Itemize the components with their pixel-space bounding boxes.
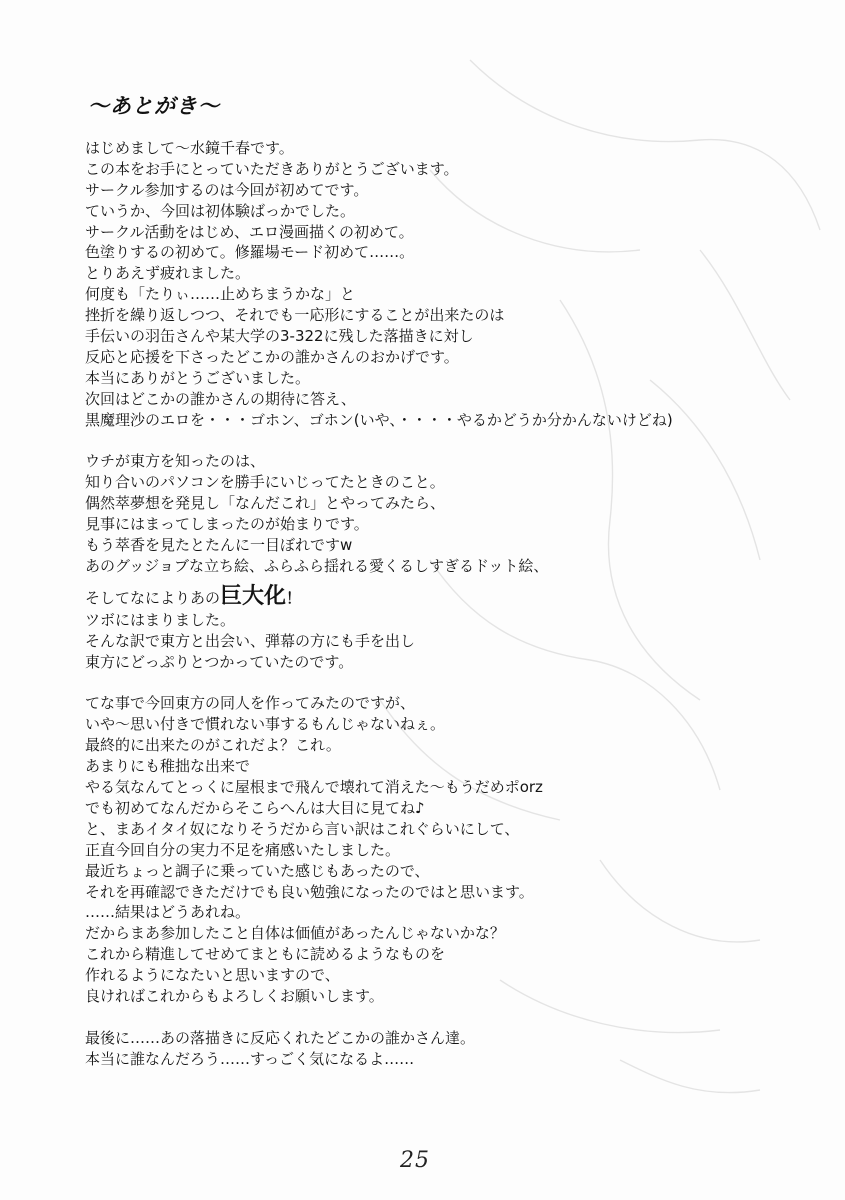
paragraph-greeting: [85, 138, 765, 430]
text-line: 次回はどこかの誰かさんの期待に答え、: [85, 389, 356, 408]
text-line: 本当にありがとうございました。: [85, 368, 311, 387]
text-line: 東方にどっぷりとつかっていたのです。: [85, 652, 354, 671]
paragraph-spacer: [85, 430, 765, 451]
text-line: ていうか、今回は初体験ばっかでした。: [85, 201, 356, 220]
paragraph-spacer: [85, 672, 765, 693]
text-line: 黒魔理沙のエロを・・・ゴホン、ゴホン(いや、・・・・やるかどうか分かんないけどね): [85, 410, 673, 429]
text-line: ……結果はどうあれね。: [85, 903, 251, 922]
text-line: もう萃香を見たとたんに一目ぼれですw: [85, 536, 353, 555]
text-line: 反応と応援を下さったどこかの誰かさんのおかげです。: [85, 347, 459, 366]
text-line: と、まあイタイ奴になりそうだから言い訳はこれぐらいにして、: [85, 819, 520, 838]
text-line: いや～思い付きで慣れない事するもんじゃないねぇ。: [85, 715, 446, 734]
text-line: 最後に……あの落描きに反応くれたどこかの誰かさん達。: [85, 1028, 476, 1047]
text-line: 最近ちょっと調子に乗っていた感じもあったので、: [85, 861, 430, 880]
emphasis-prefix: そしてなによりあの: [85, 588, 221, 607]
text-line: 偶然萃夢想を発見し「なんだこれ」とやってみたら、: [85, 494, 446, 513]
text-line: 最終的に出来たのがこれだよ？これ。: [85, 736, 341, 755]
text-line: やる気なんてとっくに屋根まで飛んで壊れて消えた～もうだめポorz: [85, 778, 543, 797]
text-line: それを再確認できただけでも良い勉強になったのではと思います。: [85, 882, 534, 901]
paragraph-discovery: [85, 451, 765, 672]
text-line: 知り合いのパソコンを勝手にいじってたときのこと。: [85, 473, 445, 492]
text-line: あまりにも稚拙な出来で: [85, 757, 251, 776]
text-line: 作れるようになたいと思いますので、: [85, 966, 340, 985]
text-line: 手伝いの羽缶さんや某大学の3-322に残した落描きに対し: [85, 327, 474, 346]
paragraph-spacer: [85, 1007, 765, 1028]
text-line: サークル活動をはじめ、エロ漫画描くの初めて。: [85, 222, 414, 241]
text-line: この本をお手にとっていただきありがとうございます。: [85, 159, 459, 178]
text-line: 本当に誰なんだろう……すっごく気になるよ……: [85, 1049, 415, 1068]
text-line: だからまあ参加したこと自体は価値があったんじゃないかな？: [85, 924, 505, 943]
text-line: 見事にはまってしまったのが始まりです。: [85, 515, 369, 534]
text-line: てな事で今回東方の同人を作ってみたのですが、: [85, 694, 416, 713]
page-number: 25: [400, 1148, 430, 1173]
text-line: 良ければこれからもよろしくお願いします。: [85, 986, 384, 1005]
emphasis-line: [85, 577, 765, 610]
emphasis-big-word: 巨大化: [220, 583, 287, 609]
paragraph-closing: [85, 1028, 765, 1070]
text-line: 正直今回自分の実力不足を痛感いたしました。: [85, 840, 401, 859]
text-line: 色塗りするの初めて。修羅場モード初めて……。: [85, 243, 415, 262]
emphasis-suffix: ！: [286, 588, 302, 607]
text-line: でも初めてなんだからそこらへんは大目に見てね♪: [85, 798, 425, 817]
text-line: そんな訳で東方と出会い、弾幕の方にも手を出し: [85, 631, 416, 650]
afterword-body: [85, 138, 765, 1070]
text-line: ウチが東方を知ったのは、: [85, 452, 266, 471]
text-line: はじめまして～水鏡千春です。: [85, 139, 294, 157]
text-line: とりあえず疲れました。: [85, 264, 251, 283]
paragraph-reflection: [85, 693, 765, 1006]
text-line: 挫折を繰り返しつつ、それでも一応形にすることが出来たのは: [85, 306, 505, 325]
text-line: ツボにはまりました。: [85, 610, 236, 629]
text-line: サークル参加するのは今回が初めてです。: [85, 180, 369, 199]
text-line: あのグッジョブな立ち絵、ふらふら揺れる愛くるしすぎるドット絵、: [85, 556, 549, 575]
afterword-heading: ～あとがき～: [88, 94, 220, 118]
text-line: 何度も「たりぃ……止めちまうかな」と: [85, 285, 356, 304]
text-line: これから精進してせめてまともに読めるようなものを: [85, 945, 446, 964]
